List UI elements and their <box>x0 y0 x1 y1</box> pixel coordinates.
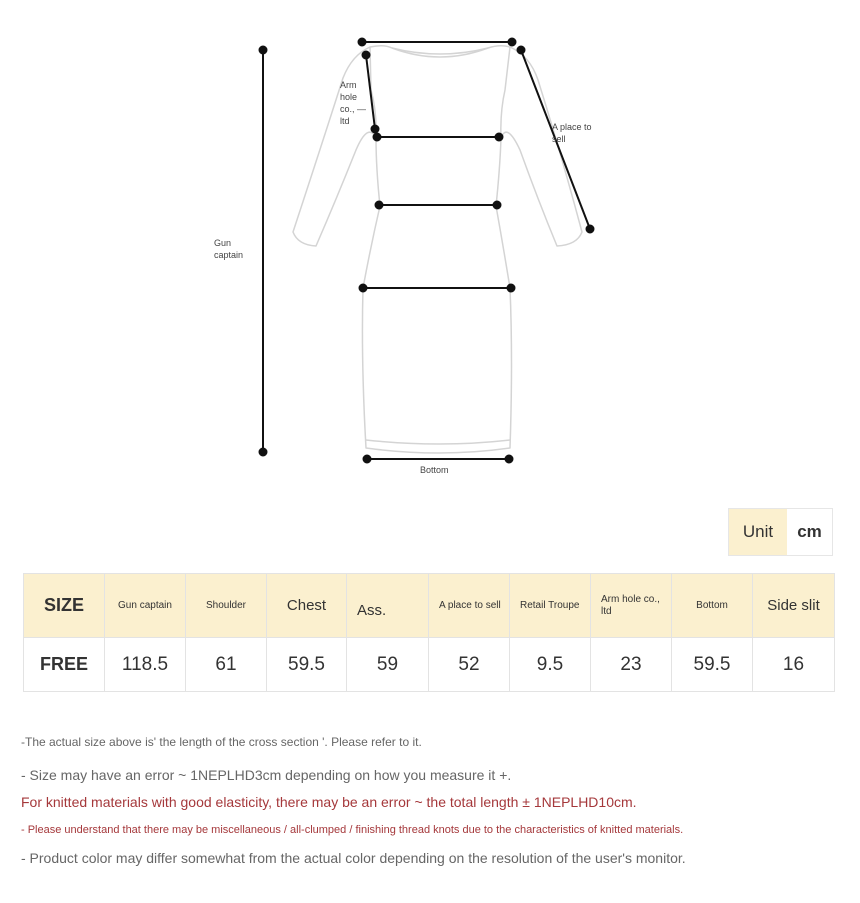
cell-bottom: 59.5 <box>672 638 753 692</box>
note-size-error: - Size may have an error ~ 1NEPLHD3cm depending on how you measure it +. <box>21 767 512 783</box>
cell-side-slit: 16 <box>753 638 835 692</box>
table-header-row <box>24 574 835 638</box>
cell-shoulder: 61 <box>186 638 267 692</box>
table-row <box>24 638 835 692</box>
sleeve-label: A place to sell <box>552 122 592 144</box>
cell-sleeve: 52 <box>429 638 510 692</box>
header-sleeve-width: Retail Troupe <box>510 574 591 638</box>
header-length: Gun captain <box>105 574 186 638</box>
header-chest: Chest <box>267 574 347 638</box>
cell-size: FREE <box>24 638 105 692</box>
cell-length: 118.5 <box>105 638 186 692</box>
cell-sleeve-width: 9.5 <box>510 638 591 692</box>
bottom-label: Bottom <box>420 465 449 475</box>
notes-section <box>21 733 841 873</box>
header-bottom: Bottom <box>672 574 753 638</box>
unit-value: cm <box>787 509 832 555</box>
header-size: SIZE <box>24 574 105 638</box>
header-shoulder: Shoulder <box>186 574 267 638</box>
note-knit-elasticity: For knitted materials with good elasticity, there may be an error ~ the total length ± 1NEPLHD10cm. <box>21 794 637 810</box>
note-color-difference: - Product color may differ somewhat from the actual color depending on the resolution of the user's monitor. <box>21 850 686 866</box>
header-hip: Ass. <box>347 574 429 638</box>
header-side-slit: Side slit <box>753 574 835 638</box>
header-armhole: Arm hole co., ltd <box>591 574 672 638</box>
size-table <box>23 573 835 692</box>
cell-hip: 59 <box>347 638 429 692</box>
cell-armhole: 23 <box>591 638 672 692</box>
header-sleeve: A place to sell <box>429 574 510 638</box>
note-cross-section: -The actual size above is' the length of the cross section '. Please refer to it. <box>21 735 422 749</box>
note-thread-knots: - Please understand that there may be miscellaneous / all-clumped / finishing thread knots due to the characteristics of knitted materials. <box>21 824 684 836</box>
cell-chest: 59.5 <box>267 638 347 692</box>
length-label: Gun captain <box>214 238 244 260</box>
armhole-label: Arm hole co., — ltd <box>340 80 367 126</box>
unit-indicator <box>728 508 833 556</box>
unit-label: Unit <box>729 509 787 555</box>
